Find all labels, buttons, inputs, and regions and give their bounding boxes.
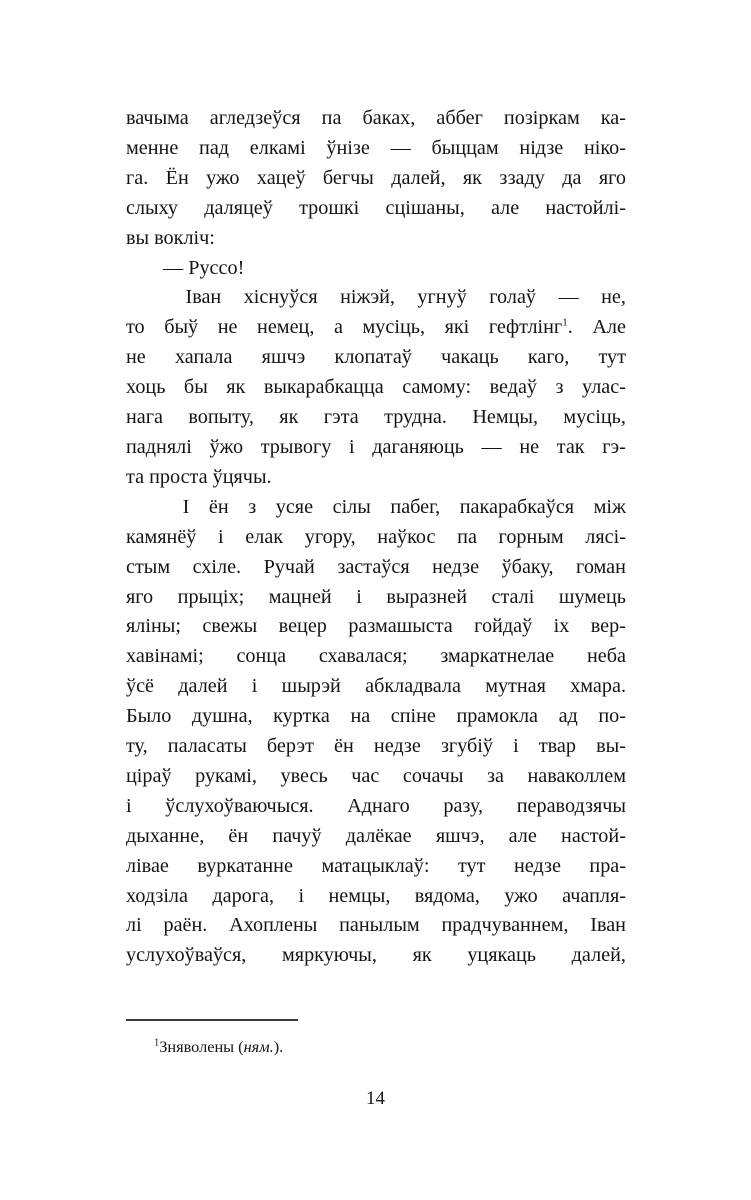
text-word: ён bbox=[208, 495, 229, 518]
text-word: хавінамі; bbox=[126, 645, 204, 668]
text-word: панылым bbox=[339, 914, 420, 937]
text-word: схавалася; bbox=[318, 645, 408, 668]
text-word: разу, bbox=[443, 794, 484, 817]
text-word: да bbox=[562, 166, 582, 189]
footnote-italic-source: ням. bbox=[243, 1037, 274, 1056]
text-word: за bbox=[486, 764, 504, 787]
text-word: выразней bbox=[386, 585, 468, 608]
text-word: вачыма bbox=[126, 107, 189, 129]
text-word: ужо bbox=[206, 166, 240, 189]
text-word: даганяюць bbox=[372, 435, 464, 458]
text-word: вы- bbox=[596, 735, 626, 758]
text-word: Аднаго bbox=[347, 794, 410, 817]
text-word: менне bbox=[126, 136, 179, 159]
text-word: каго, bbox=[527, 346, 570, 369]
text-word: выкарабкацца bbox=[263, 376, 384, 399]
text-word: баках, bbox=[362, 107, 416, 129]
text-word: ведаў bbox=[489, 376, 538, 399]
text-word: паласаты bbox=[167, 735, 247, 758]
text-line bbox=[126, 941, 626, 971]
text-word: аббег bbox=[436, 107, 483, 129]
footnote-marker: 1 bbox=[154, 1037, 160, 1049]
text-word: горным bbox=[498, 525, 564, 548]
text-word: ачапля- bbox=[562, 884, 626, 907]
footnote-separator-rule bbox=[126, 1019, 298, 1021]
text-word: гефтлінг$^1$. bbox=[488, 316, 573, 339]
text-word: берэт bbox=[266, 735, 314, 758]
text-word: абкладвала bbox=[365, 675, 461, 698]
text-word: бегчы bbox=[322, 166, 374, 189]
text-word: елкамі bbox=[249, 136, 306, 159]
text-word: не bbox=[126, 346, 146, 369]
text-word: спіне bbox=[390, 705, 436, 728]
text-word: Іван bbox=[185, 286, 222, 309]
text-word: далей, bbox=[391, 166, 446, 189]
text-word: іх bbox=[553, 615, 570, 638]
text-line bbox=[126, 283, 626, 313]
text-word: агледзеўся bbox=[209, 107, 301, 129]
text-word: — bbox=[390, 136, 411, 159]
text-word: наўкос bbox=[377, 525, 436, 548]
text-word: камянёў bbox=[126, 525, 197, 548]
text-word: мутная bbox=[485, 675, 546, 698]
text-word: сцішаны, bbox=[385, 196, 465, 219]
text-word: голаў bbox=[489, 286, 536, 309]
text-word: ціраў bbox=[126, 764, 172, 787]
text-line bbox=[126, 463, 626, 493]
text-word: — bbox=[481, 435, 502, 458]
text-word: ён bbox=[334, 735, 354, 758]
text-word: на bbox=[350, 705, 371, 728]
text-word: яліны; bbox=[126, 615, 181, 638]
text-word: дарога, bbox=[212, 884, 275, 907]
text-word: мусіць, bbox=[362, 316, 425, 339]
text-word: не bbox=[217, 316, 238, 339]
text-word: слыху bbox=[126, 196, 179, 219]
text-word: між bbox=[593, 495, 626, 518]
text-word: ўсё bbox=[126, 675, 155, 698]
text-word: гэта bbox=[323, 406, 359, 429]
text-word: і bbox=[348, 435, 355, 458]
text-word: нага bbox=[126, 406, 164, 429]
text-word: размашыста bbox=[348, 615, 453, 638]
text-word: быў bbox=[164, 316, 199, 339]
text-word: даляцеў bbox=[204, 196, 273, 219]
text-line bbox=[126, 553, 626, 583]
text-word: хмара. bbox=[570, 675, 626, 698]
text-line bbox=[126, 134, 626, 164]
text-word: Ён bbox=[165, 166, 189, 189]
text-word: далей, bbox=[571, 944, 626, 967]
text-word: ту, bbox=[126, 735, 148, 758]
text-word: ён bbox=[228, 824, 249, 847]
text-word: згубіў bbox=[440, 735, 494, 758]
text-word: — bbox=[558, 286, 579, 309]
text-word: ужо bbox=[504, 884, 538, 907]
text-word: змаркатнелае bbox=[440, 645, 555, 668]
text-line bbox=[126, 523, 626, 553]
text-word: і bbox=[251, 675, 258, 698]
text-word: тут bbox=[457, 854, 486, 877]
text-word: ўжо bbox=[209, 435, 244, 458]
text-word: нідзе bbox=[519, 136, 564, 159]
text-word: рукамі, bbox=[195, 764, 257, 787]
text-word: застаўся bbox=[337, 555, 410, 578]
text-word: вопыту, bbox=[188, 406, 254, 429]
text-word: хоць bbox=[126, 376, 166, 399]
text-word: як bbox=[462, 166, 482, 189]
text-word: не, bbox=[601, 286, 626, 309]
text-line bbox=[126, 702, 626, 732]
text-word: ніжэй, bbox=[340, 286, 395, 309]
text-word: І bbox=[182, 495, 190, 518]
text-word: пабег, bbox=[390, 495, 441, 518]
text-word: немцы, bbox=[328, 884, 391, 907]
text-word: недзе bbox=[513, 854, 561, 877]
text-word: трудна. bbox=[384, 406, 447, 429]
text-word: і bbox=[356, 585, 362, 608]
text-word: недзе bbox=[373, 735, 421, 758]
text-word: лясі- bbox=[585, 525, 626, 548]
text-word: пад bbox=[199, 136, 230, 159]
text-word: наваколлем bbox=[527, 764, 626, 787]
text-word: але bbox=[508, 824, 537, 847]
text-word: сталі bbox=[491, 585, 535, 608]
text-word: пераводзячы bbox=[516, 794, 626, 817]
paragraph-indent bbox=[126, 254, 163, 284]
text-word: ўбаку, bbox=[501, 555, 554, 578]
text-word: позіркам bbox=[503, 107, 580, 129]
text-word: чакаць bbox=[441, 346, 499, 369]
text-word: хапала bbox=[174, 346, 233, 369]
text-word: хацеў bbox=[256, 166, 306, 189]
text-word: час bbox=[351, 764, 380, 787]
text-word: прамокла bbox=[456, 705, 539, 728]
text-word: пакарабкаўся bbox=[459, 495, 575, 518]
text-word: прадчуваннем, bbox=[441, 914, 569, 937]
text-line bbox=[126, 254, 626, 284]
text-word: ад bbox=[558, 705, 578, 728]
text-word: вядома, bbox=[414, 884, 480, 907]
text-word: улас- bbox=[581, 376, 626, 399]
text-word: мусіць, bbox=[563, 406, 626, 429]
text-word: ўслухоўваючыся. bbox=[165, 794, 314, 817]
text-word: раён. bbox=[163, 914, 208, 937]
text-word: недзе bbox=[432, 555, 480, 578]
text-word: сочачы bbox=[402, 764, 464, 787]
text-line bbox=[126, 104, 626, 134]
text-word: тут bbox=[598, 346, 626, 369]
text-line bbox=[126, 732, 626, 762]
footnote bbox=[126, 1036, 626, 1058]
text-word: вецер bbox=[278, 615, 327, 638]
text-word: Але bbox=[592, 316, 626, 339]
text-word: яшчэ bbox=[261, 346, 306, 369]
text-word: свежы bbox=[202, 615, 258, 638]
text-word: по- bbox=[598, 705, 626, 728]
text-word: па bbox=[457, 525, 477, 548]
text-word: лі bbox=[126, 914, 142, 937]
text-word: вы вокліч: bbox=[126, 226, 215, 249]
text-line bbox=[126, 403, 626, 433]
text-line bbox=[126, 373, 626, 403]
text-line bbox=[126, 493, 626, 523]
text-line bbox=[126, 433, 626, 463]
text-word: матацыклаў: bbox=[321, 854, 430, 877]
text-word: мяркуючы, bbox=[282, 944, 377, 967]
text-word: трошкі bbox=[299, 196, 360, 219]
text-line bbox=[126, 911, 626, 941]
text-word: мацней bbox=[268, 585, 332, 608]
text-line bbox=[126, 343, 626, 373]
text-word: які bbox=[444, 316, 470, 339]
text-word: Немцы, bbox=[472, 406, 539, 429]
text-line bbox=[126, 224, 626, 254]
text-word: яго bbox=[126, 585, 154, 608]
text-line bbox=[126, 792, 626, 822]
text-word: самому: bbox=[402, 376, 472, 399]
text-word: бы bbox=[183, 376, 208, 399]
footnote-text-before: Зняволены ( bbox=[159, 1037, 244, 1056]
text-word: ўнізе bbox=[326, 136, 370, 159]
text-word: угору, bbox=[304, 525, 356, 548]
text-word: ззаду bbox=[499, 166, 545, 189]
text-line bbox=[126, 313, 626, 343]
text-word: схіле. bbox=[192, 555, 242, 578]
text-word: сонца bbox=[236, 645, 287, 668]
text-word: неба bbox=[587, 645, 626, 668]
text-word: шырэй bbox=[281, 675, 341, 698]
text-word: уцякаць bbox=[467, 944, 536, 967]
text-word: Іван bbox=[590, 914, 626, 937]
text-word: ходзіла bbox=[126, 884, 188, 907]
text-word: угнуў bbox=[417, 286, 467, 309]
text-word: быццам bbox=[431, 136, 499, 159]
text-word: немец, bbox=[257, 316, 315, 339]
page-number: 14 bbox=[366, 1088, 385, 1109]
text-word: пачуў bbox=[272, 824, 322, 847]
text-word: трывогу bbox=[260, 435, 332, 458]
text-line bbox=[126, 164, 626, 194]
text-word: твар bbox=[538, 735, 576, 758]
text-word: з bbox=[555, 376, 564, 399]
text-word: і bbox=[513, 735, 519, 758]
text-word: па bbox=[321, 107, 342, 129]
text-word: увесь bbox=[280, 764, 328, 787]
text-word: сілы bbox=[332, 495, 371, 518]
footnote-text-after: ). bbox=[273, 1037, 284, 1056]
text-word: Было bbox=[126, 705, 172, 728]
text-word: лівае bbox=[126, 854, 169, 877]
text-word: клопатаў bbox=[334, 346, 412, 369]
text-word: паднялі bbox=[126, 435, 192, 458]
text-word: та проста ўцячы. bbox=[126, 465, 272, 488]
text-line bbox=[126, 672, 626, 702]
text-word: але bbox=[491, 196, 520, 219]
text-word: — Руссо! bbox=[163, 256, 245, 279]
text-word: хіснуўся bbox=[243, 286, 318, 309]
text-word: і bbox=[298, 884, 305, 907]
text-word: елак bbox=[245, 525, 284, 548]
text-word: з bbox=[248, 495, 257, 518]
paragraph-indent bbox=[126, 493, 163, 523]
text-word: дыханне, bbox=[126, 824, 205, 847]
text-word: Ручай bbox=[263, 555, 315, 578]
text-line bbox=[126, 583, 626, 613]
page-body-text bbox=[126, 104, 626, 971]
text-word: так bbox=[556, 435, 585, 458]
text-word: вуркатанне bbox=[197, 854, 293, 877]
text-word: і bbox=[218, 525, 224, 548]
text-line bbox=[126, 822, 626, 852]
text-word: душна, bbox=[191, 705, 253, 728]
text-word: пра- bbox=[589, 854, 626, 877]
text-word: далей bbox=[178, 675, 228, 698]
text-word: вер- bbox=[590, 615, 626, 638]
text-word: ка- bbox=[600, 107, 626, 129]
text-word: усяе bbox=[275, 495, 314, 518]
text-word: гэ- bbox=[602, 435, 626, 458]
text-word: а bbox=[333, 316, 343, 339]
text-line bbox=[126, 882, 626, 912]
paragraph-indent bbox=[126, 283, 163, 313]
text-word: шумець bbox=[558, 585, 626, 608]
text-word: як bbox=[226, 376, 246, 399]
text-word: гоман bbox=[576, 555, 626, 578]
text-word: стым bbox=[126, 555, 171, 578]
text-word: куртка bbox=[273, 705, 330, 728]
text-word: гойдаў bbox=[474, 615, 533, 638]
text-word: услухоўваўся, bbox=[126, 944, 247, 967]
text-line bbox=[126, 642, 626, 672]
text-word: настойлі- bbox=[545, 196, 626, 219]
text-word: яшчэ, bbox=[435, 824, 485, 847]
text-word: як bbox=[279, 406, 299, 429]
text-word: га. bbox=[126, 166, 149, 189]
text-word: яго bbox=[598, 166, 626, 189]
text-word: далёкае bbox=[345, 824, 412, 847]
text-line bbox=[126, 762, 626, 792]
text-word: настой- bbox=[561, 824, 626, 847]
text-word: і bbox=[126, 794, 132, 817]
text-line bbox=[126, 852, 626, 882]
text-word: як bbox=[412, 944, 432, 967]
text-word: то bbox=[126, 316, 145, 339]
text-word: ніко- bbox=[583, 136, 626, 159]
text-word: не bbox=[519, 435, 540, 458]
text-line bbox=[126, 612, 626, 642]
text-word: прыціх; bbox=[177, 585, 245, 608]
text-word: Ахоплены bbox=[229, 914, 318, 937]
text-line bbox=[126, 194, 626, 224]
